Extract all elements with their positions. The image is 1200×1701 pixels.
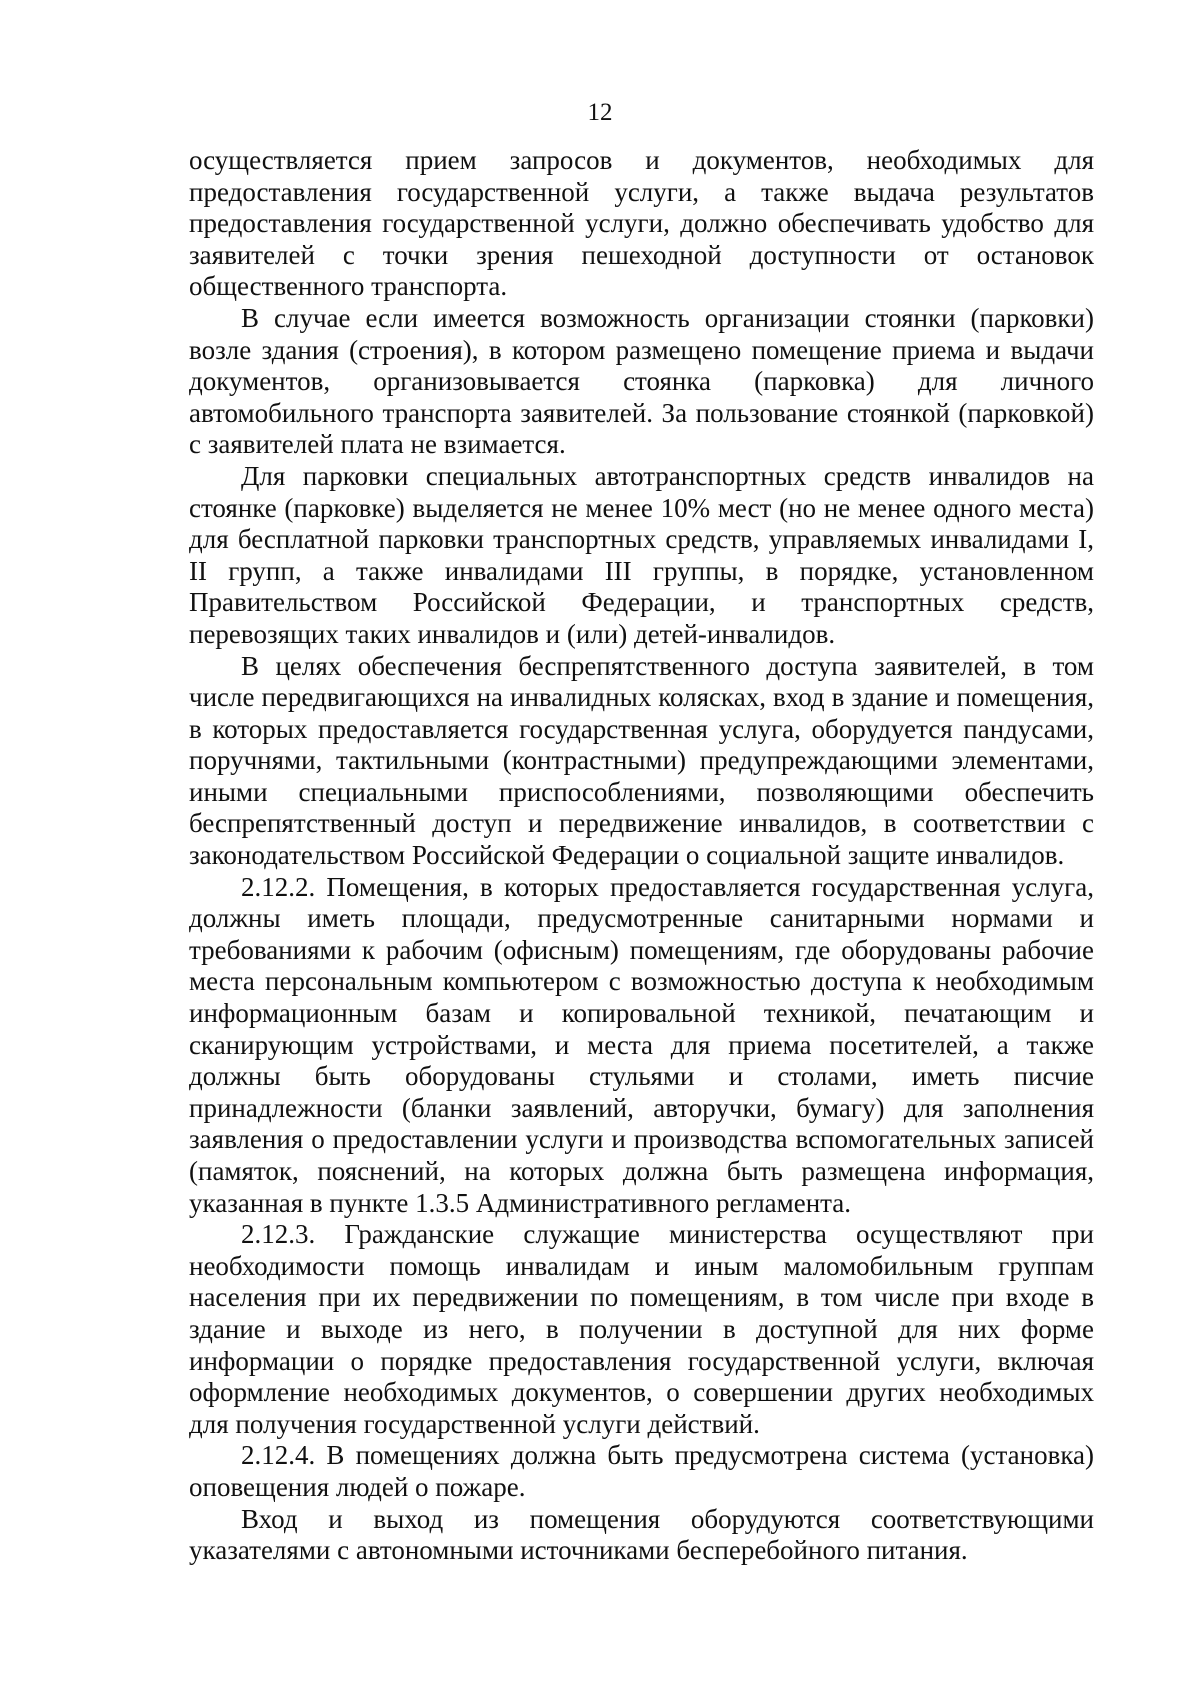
- paragraph-continuation: осуществляется прием запросов и документов, необходимых для предоставления государственной услуги, а также выдача результатов предоставления государственной услуги, должно обеспечивать удобство для заявителей с точки зрения пешеходной доступности от остановок общественного транспорта.: [189, 145, 1094, 302]
- paragraph-disabled-parking: Для парковки специальных автотранспортных средств инвалидов на стоянке (парковке) выделяется не менее 10% мест (но не менее одного места) для бесплатной парковки транспортных средств, управляемых инвалидами I, II групп, а также инвалидами III группы, в порядке, установленном Правительством Российской Федерации, и транспортных средств, перевозящих таких инвалидов и (или) детей-инвалидов.: [189, 460, 1094, 649]
- paragraph-entrance-exit: Вход и выход из помещения оборудуются соответствующими указателями с автономными источниками бесперебойного питания.: [189, 1503, 1094, 1566]
- paragraph-2-12-4: 2.12.4. В помещениях должна быть предусмотрена система (установка) оповещения людей о пожаре.: [189, 1440, 1094, 1502]
- paragraph-accessibility: В целях обеспечения беспрепятственного доступа заявителей, в том числе передвигающихся на инвалидных колясках, вход в здание и помещения, в которых предоставляется государственная услуга, оборудуется пандусами, поручнями, тактильными (контрастными) предупреждающими элементами, иными специальными приспособлениями, позволяющими обеспечить беспрепятственный доступ и передвижение инвалидов, в соответствии с законодательством Российской Федерации о социальной защите инвалидов.: [189, 650, 1094, 871]
- document-body: [189, 145, 1094, 1567]
- paragraph-parking: В случае если имеется возможность организации стоянки (парковки) возле здания (строения), в котором размещено помещение приема и выдачи документов, организовывается стоянка (парковка) для личного автомобильного транспорта заявителей. За пользование стоянкой (парковкой) с заявителей плата не взимается.: [189, 302, 1094, 460]
- page-number: 12: [587, 99, 613, 126]
- paragraph-2-12-3: 2.12.3. Гражданские служащие министерства осуществляют при необходимости помощь инвалидам и иным маломобильным группам населения при их передвижении по помещениям, в том числе при входе в здание и выходе из него, в получении в доступной для них форме информации о порядке предоставления государственной услуги, включая оформление необходимых документов, о совершении других необходимых для получения государственной услуги действий.: [189, 1219, 1094, 1439]
- paragraph-2-12-2: 2.12.2. Помещения, в которых предоставляется государственная услуга, должны иметь площади, предусмотренные санитарными нормами и требованиями к рабочим (офисным) помещениям, где оборудованы рабочие места персональным компьютером с возможностью доступа к необходимым информационным базам и копировальной техникой, печатающим и сканирующим устройствами, и места для приема посетителей, а также должны быть оборудованы стульями и столами, иметь писчие принадлежности (бланки заявлений, авторучки, бумагу) для заполнения заявления о предоставлении услуги и производства вспомогательных записей (памяток, пояснений, на которых должна быть размещена информация, указанная в пункте 1.3.5 Административного регламента.: [189, 871, 1094, 1218]
